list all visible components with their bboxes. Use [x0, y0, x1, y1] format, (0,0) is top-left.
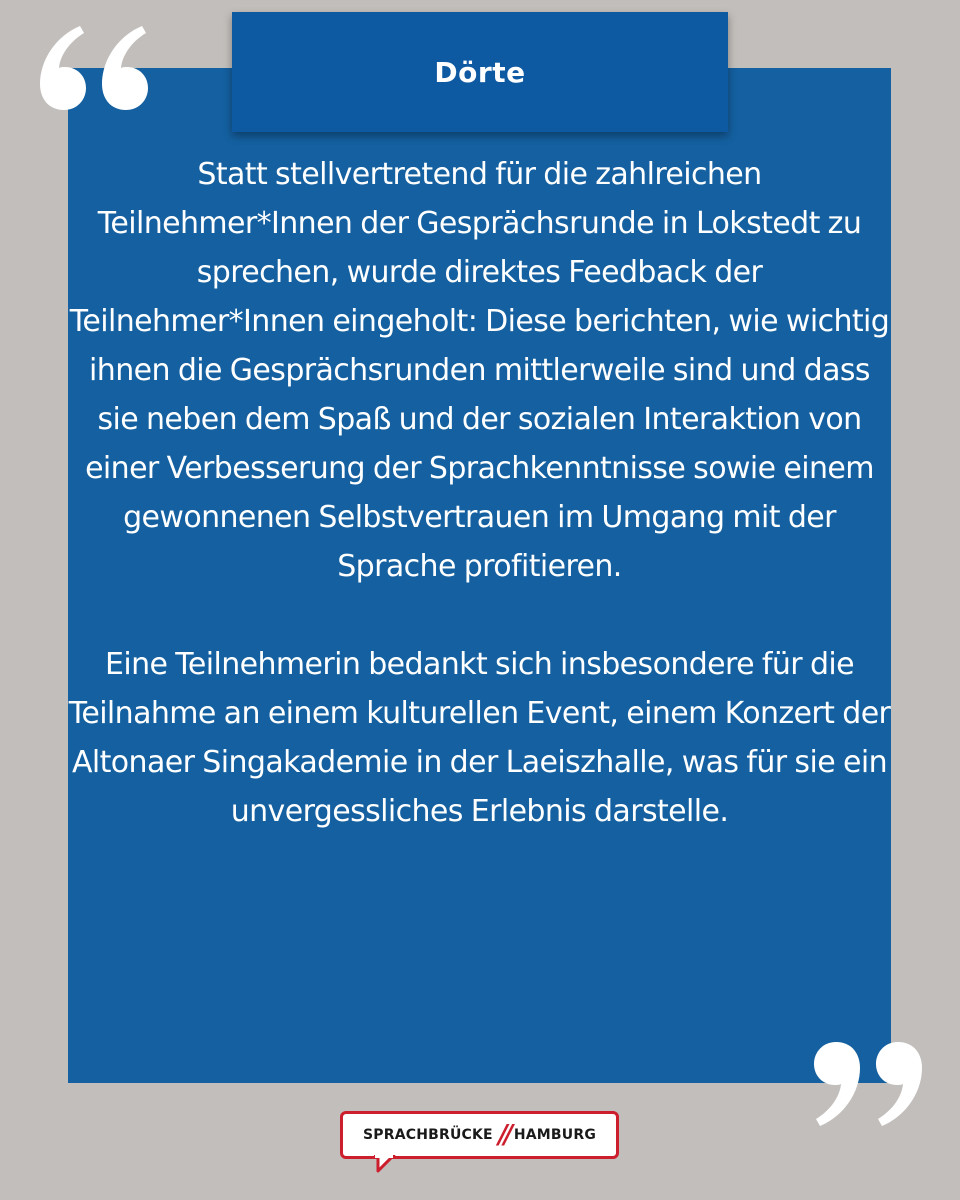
close-quote-icon [806, 1040, 926, 1150]
speech-bubble-tail-icon [372, 1155, 396, 1173]
quote-body [68, 150, 891, 836]
name-header [232, 12, 728, 132]
logo-mark: // [497, 1120, 509, 1150]
open-quote-icon [36, 22, 156, 132]
logo-right-word: HAMBURG [513, 1127, 597, 1143]
quote-paragraph: Statt stellvertretend für die zahlreichen Teilnehmer*Innen der Gesprächsrunde in Lokstedt zu sprechen, wurde direktes Feedback der Teilnehmer*Innen eingeholt: Diese berichten, wie wichtig ihnen die Gesprächsrunden mittlerweile sind und dass sie neben dem Spaß und der sozialen Interaktion von einer Verbesserung der Sprachkenntnisse sowie einem gewonnenen Selbstvertrauen im Umgang mit der Sprache profitieren. [69, 157, 890, 584]
logo-left-word: SPRACHBRÜCKE [362, 1127, 493, 1143]
sprachbruecke-logo [340, 1111, 619, 1159]
quote-paragraph: Eine Teilnehmerin bedankt sich insbesondere für die Teilnahme an einem kulturellen Event, einem Konzert der Altonaer Singakademie in der Laeiszhalle, was für sie ein unvergessliches Erlebnis darstelle. [68, 647, 891, 829]
person-name: Dörte [434, 55, 526, 89]
